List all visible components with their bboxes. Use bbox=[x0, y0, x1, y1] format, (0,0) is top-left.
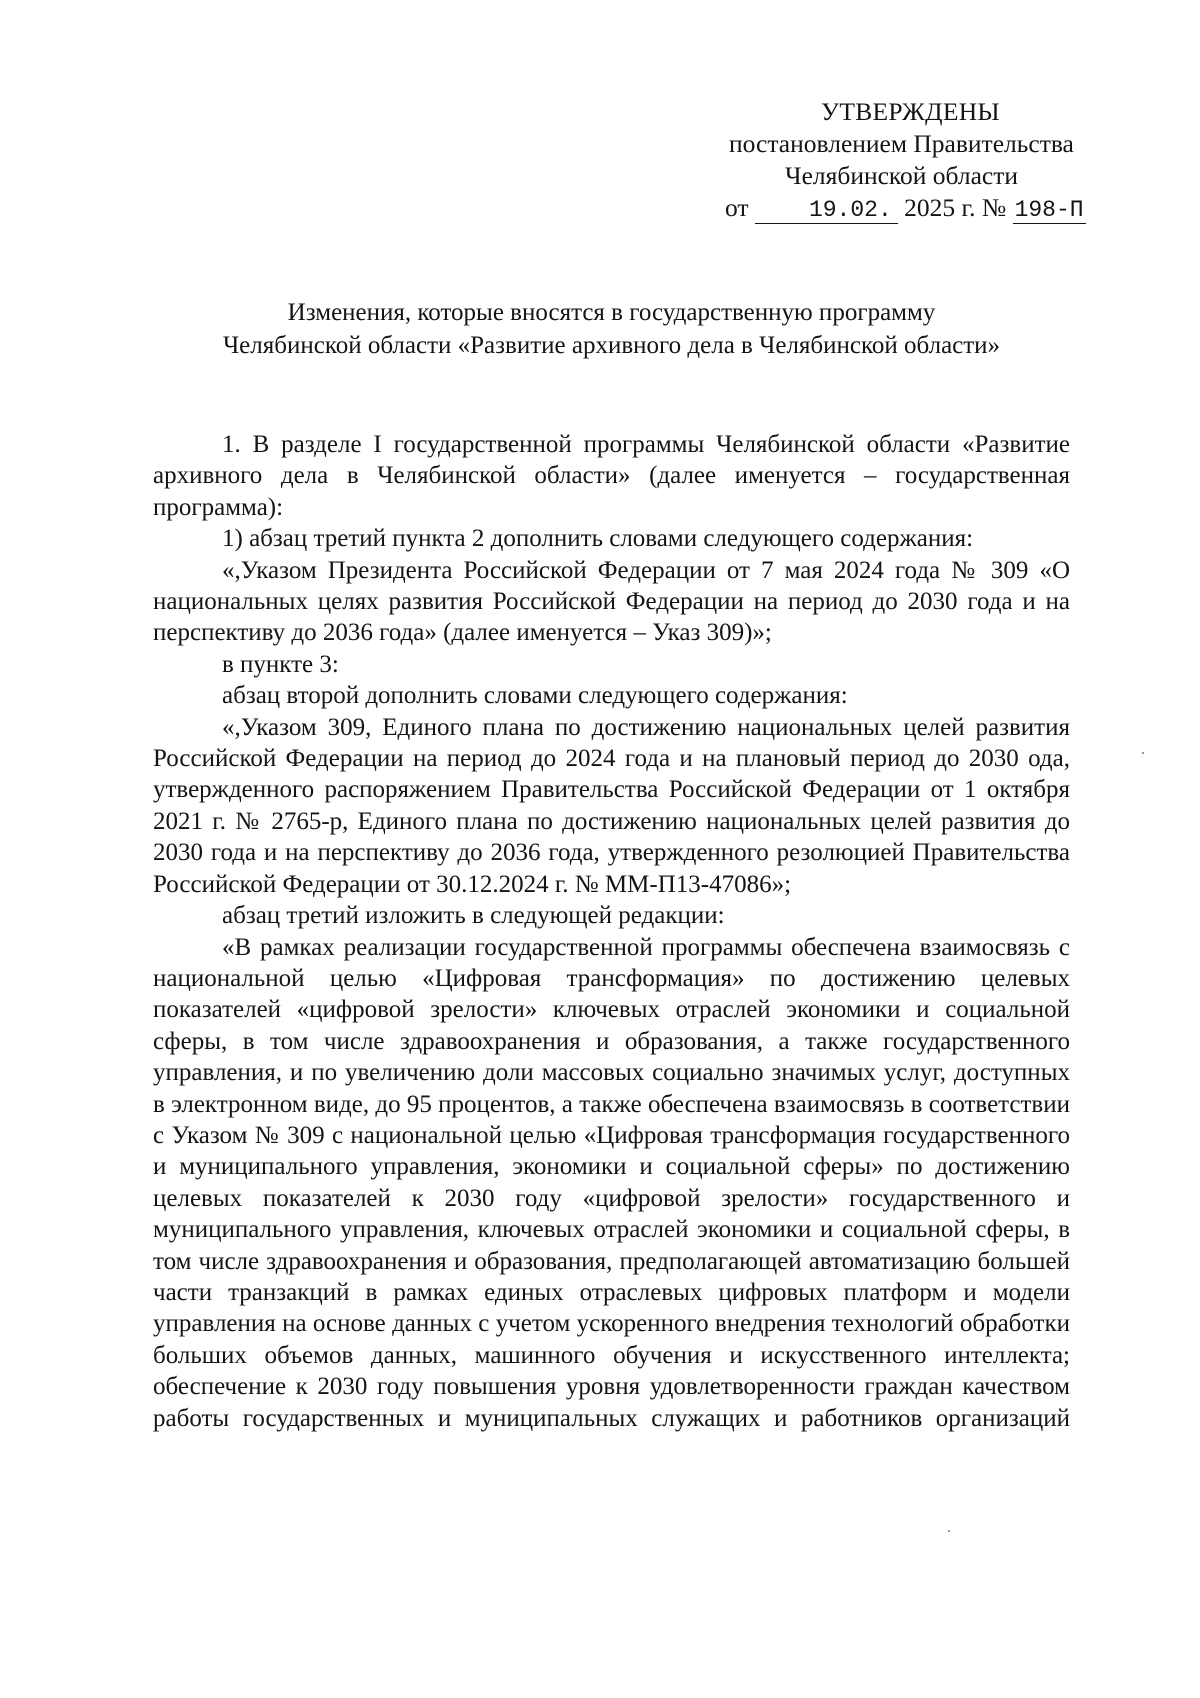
paragraph: абзац третий изложить в следующей редакции: bbox=[222, 902, 725, 930]
approval-line-1: постановлением Правительства bbox=[729, 129, 1074, 158]
approval-line-2: Челябинской области bbox=[785, 161, 1019, 190]
scan-speck bbox=[948, 1530, 950, 1532]
scan-speck bbox=[1142, 752, 1144, 754]
date-prefix: от bbox=[725, 193, 749, 222]
paragraph: 1) абзац третий пункта 2 дополнить словами следующего содержания: bbox=[222, 525, 974, 553]
paragraph: «,Указом 309, Единого плана по достижению национальных целей развития Российской Федерации на период до 2024 года и на плановый период до 2030 ода, утвержденного распоряжением Правительства Российской Федерации от 1 октября 2021 г. № 2765-р, Единого плана по достижению национальных целей развития до 2030 года и на перспективу до 2036 года, утвержденного резолюцией Правительства Российской Федерации от 30.12.2024 г. № ММ-П13-47086»; bbox=[153, 713, 1070, 898]
approval-block bbox=[725, 96, 1125, 224]
document-body bbox=[153, 429, 1070, 1434]
paragraph: «В рамках реализации государственной программы обеспечена взаимосвязь с национальной целью «Цифровая трансформация» по достижению целевых показателей «цифровой зрелости» ключевых отраслей экономики и социальной сферы, в том числе здравоохранения и образования, а также государственного управления, и по увеличению доли массовых социально значимых услуг, доступных в электронном виде, до 95 процентов, а также обеспечена взаимосвязь в соответствии с Указом № 309 с национальной целью «Цифровая трансформация государственного и муниципального управления, экономики и социальной сферы» по достижению целевых показателей к 2030 году «цифровой зрелости» государственного и муниципального управления, ключевых отраслей экономики и социальной сферы, в том числе здравоохранения и образования, предполагающей автоматизацию большей части транзакций в рамках единых отраслевых цифровых платформ и модели управления на основе данных с учетом ускоренного внедрения технологий обработки больших объемов данных, машинного обучения и искусственного интеллекта; обеспечение к 2030 году повышения уровня удовлетворенности граждан качеством работы государственных и муниципальных служащих и работников организаций bbox=[153, 933, 1070, 1432]
paragraph: в пункте 3: bbox=[222, 650, 339, 678]
paragraph: абзац второй дополнить словами следующего содержания: bbox=[222, 682, 848, 710]
heading-line-1: Изменения, которые вносятся в государственную программу bbox=[287, 299, 936, 326]
year-text: 2025 г. № bbox=[904, 193, 1007, 222]
approval-title: УТВЕРЖДЕНЫ bbox=[821, 97, 1000, 126]
date-field: 19.02. bbox=[755, 197, 898, 224]
number-field: 198-П bbox=[1014, 197, 1084, 223]
approval-date-line bbox=[725, 192, 1125, 224]
document-heading bbox=[153, 296, 1070, 362]
paragraph: «,Указом Президента Российской Федерации от 7 мая 2024 года № 309 «О национальных целях развития Российской Федерации на период до 2030 года и на перспективу до 2036 года» (далее именуется – Указ 309)»; bbox=[153, 556, 1070, 647]
paragraph: 1. В разделе I государственной программы Челябинской области «Развитие архивного дела в Челябинской области» (далее именуется – государственная программа): bbox=[153, 431, 1070, 521]
heading-line-2: Челябинской области «Развитие архивного дела в Челябинской области» bbox=[222, 332, 1001, 359]
